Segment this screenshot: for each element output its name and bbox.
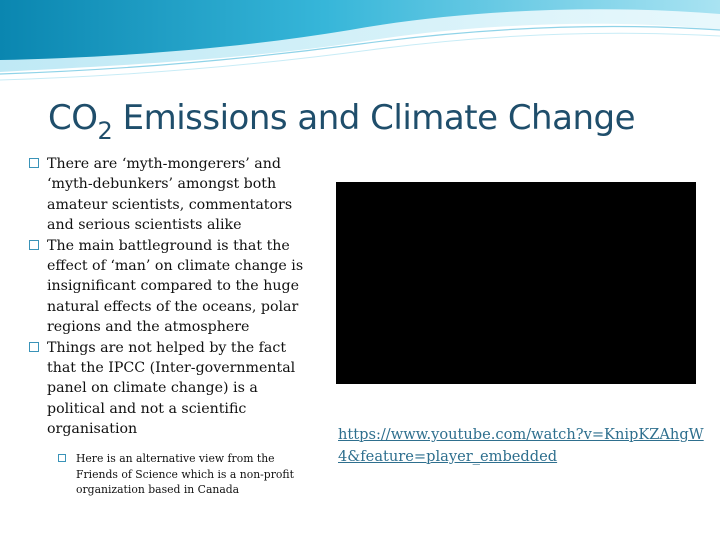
header-wave-decoration	[0, 0, 720, 90]
sub-bullet-list	[56, 451, 304, 498]
bullet-square-icon	[29, 158, 39, 168]
title-co: CO	[48, 98, 98, 138]
bullet-text: Things are not helped by the fact that the IPCC (Inter-governmental panel on climate change) is a political and not a scientific organisation	[47, 339, 296, 438]
bullet-square-icon	[29, 240, 39, 250]
embedded-video-player[interactable]	[336, 182, 696, 384]
title-rest: Emissions and Climate Change	[112, 98, 635, 138]
bullet-item	[28, 154, 310, 236]
main-bullet-list	[28, 154, 310, 440]
bullet-square-icon	[58, 454, 66, 462]
youtube-video-link[interactable]: https://www.youtube.com/watch?v=KnipKZAhgW4&feature=player_embedded	[338, 426, 704, 465]
sub-bullet-text: Here is an alternative view from the Friends of Science which is a non-profit organization based in Canada	[76, 452, 294, 497]
bullet-text: There are ‘myth-mongerers’ and ‘myth-debunkers’ amongst both amateur scientists, commentators and serious scientists alike	[47, 156, 293, 234]
bullet-text: The main battleground is that the effect of ‘man’ on climate change is insignificant compared to the huge natural effects of the oceans, polar regions and the atmosphere	[47, 237, 304, 336]
title-subscript: 2	[97, 117, 113, 145]
bullet-square-icon	[29, 342, 39, 352]
bullet-item	[28, 338, 310, 440]
slide-title	[48, 98, 708, 145]
bullet-item	[28, 236, 310, 338]
sub-bullet-item	[56, 451, 304, 498]
